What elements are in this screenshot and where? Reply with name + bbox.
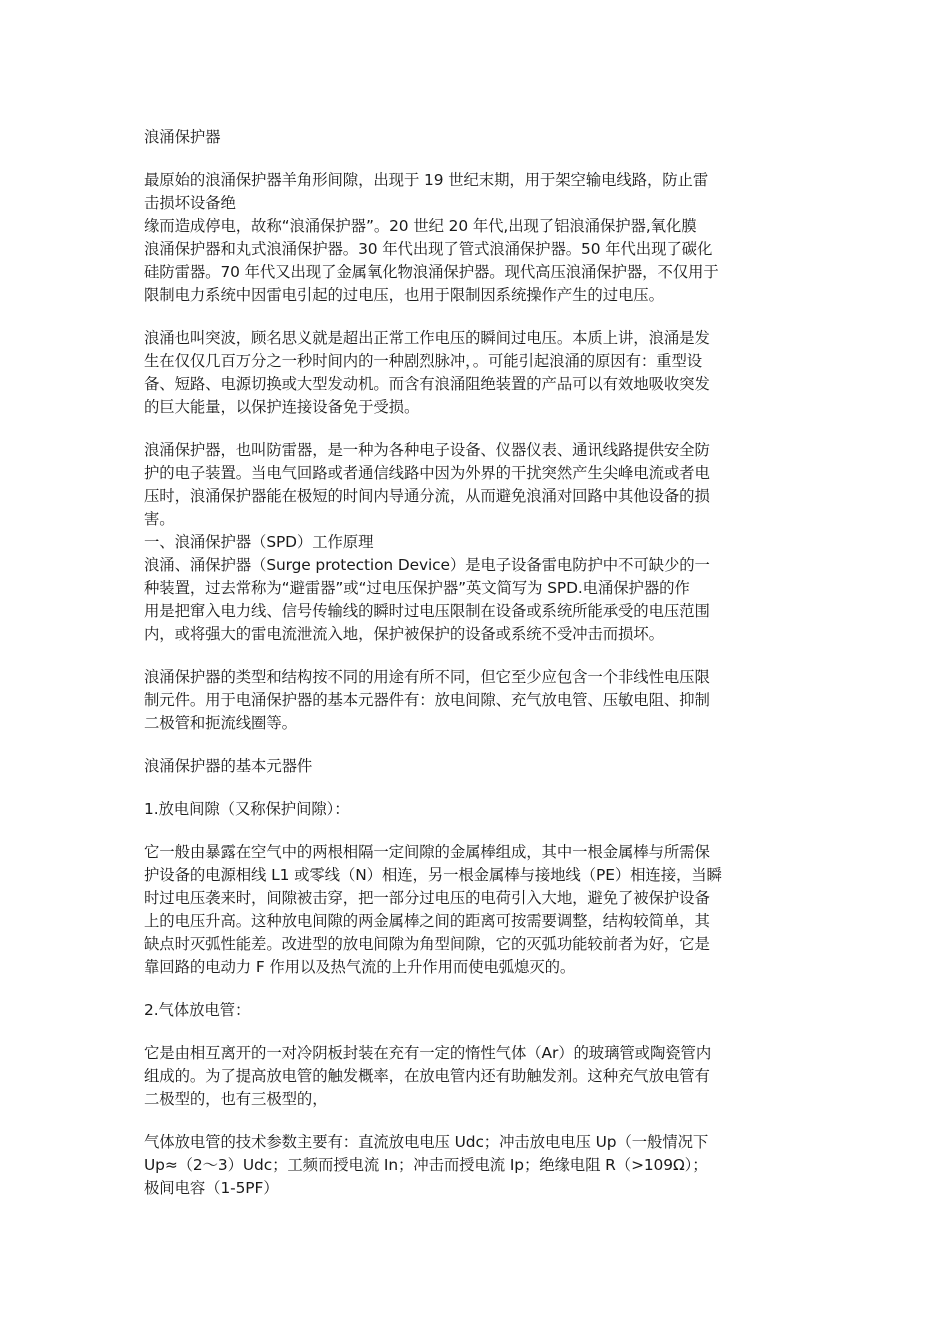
text-line: 气体放电管的技术参数主要有：直流放电电压 Udc；冲击放电电压 Up（一般情况下 bbox=[144, 1133, 709, 1151]
paragraph-types bbox=[144, 666, 808, 735]
spacer bbox=[144, 1111, 808, 1131]
text-line: 浪涌保护器的类型和结构按不同的用途有所不同，但它至少应包含一个非线性电压限 bbox=[144, 668, 710, 686]
text-line: 的巨大能量，以保护连接设备免于受损。 bbox=[144, 398, 420, 416]
text-line: 组成的。为了提高放电管的触发概率，在放电管内还有助触发剂。这种充气放电管有 bbox=[144, 1067, 710, 1085]
text-line: 最原始的浪涌保护器羊角形间隙，出现于 19 世纪末期，用于架空输电线路，防止雷 bbox=[144, 171, 709, 189]
spacer bbox=[144, 735, 808, 755]
text-line: 害。 bbox=[144, 510, 175, 528]
text-line: 内，或将强大的雷电流泄流入地，保护被保护的设备或系统不受冲击而损坏。 bbox=[144, 625, 664, 643]
text-line: 用是把窜入电力线、信号传输线的瞬时过电压限制在设备或系统所能承受的电压范围 bbox=[144, 602, 710, 620]
text-line: 生在仅仅几百万分之一秒时间内的一种剧烈脉冲，。可能引起浪涌的原因有：重型设 bbox=[144, 352, 703, 370]
paragraph-surge-definition bbox=[144, 327, 808, 419]
text-line: 种装置，过去常称为“避雷器”或“过电压保护器”英文简写为 SPD.电涌保护器的作 bbox=[144, 579, 690, 597]
text-line: 击损坏设备绝 bbox=[144, 194, 236, 212]
spacer bbox=[144, 149, 808, 169]
text-line: Up≈（2～3）Udc；工频而授电流 In；冲击而授电流 Ip；绝缘电阻 R（>109Ω）； bbox=[144, 1156, 708, 1174]
text-line: 硅防雷器。70 年代又出现了金属氧化物浪涌保护器。现代高压浪涌保护器，不仅用于 bbox=[144, 263, 719, 281]
spacer bbox=[144, 821, 808, 841]
paragraph-gap-heading bbox=[144, 798, 808, 821]
subheading: 1.放电间隙（又称保护间隙）： bbox=[144, 800, 350, 818]
text-line: 极间电容（1-5PF） bbox=[144, 1179, 279, 1197]
text-line: 靠回路的电动力 F 作用以及热气流的上升作用而使电弧熄灭的。 bbox=[144, 958, 576, 976]
text-line: 制元件。用于电涌保护器的基本元器件有：放电间隙、充气放电管、压敏电阻、抑制 bbox=[144, 691, 710, 709]
text-line: 二极管和扼流线圈等。 bbox=[144, 714, 297, 732]
subheading: 浪涌保护器的基本元器件 bbox=[144, 757, 313, 775]
text-line: 它是由相互离开的一对冷阴板封装在充有一定的惰性气体（Ar）的玻璃管或陶瓷管内 bbox=[144, 1044, 712, 1062]
text-line: 备、短路、电源切换或大型发动机。而含有浪涌阻绝装置的产品可以有效地吸收突发 bbox=[144, 375, 710, 393]
paragraph-spd-principle bbox=[144, 439, 808, 646]
spacer bbox=[144, 979, 808, 999]
document-title: 浪涌保护器 bbox=[144, 128, 221, 146]
text-line: 上的电压升高。这种放电间隙的两金属棒之间的距离可按需要调整，结构较简单，其 bbox=[144, 912, 710, 930]
text-line: 护的电子装置。当电气回路或者通信线路中因为外界的干扰突然产生尖峰电流或者电 bbox=[144, 464, 710, 482]
text-line: 它一般由暴露在空气中的两根相隔一定间隙的金属棒组成，其中一根金属棒与所需保 bbox=[144, 843, 710, 861]
spacer bbox=[144, 646, 808, 666]
text-line: 浪涌也叫突波，顾名思义就是超出正常工作电压的瞬间过电压。本质上讲，浪涌是发 bbox=[144, 329, 710, 347]
spacer bbox=[144, 307, 808, 327]
spacer bbox=[144, 419, 808, 439]
spacer bbox=[144, 778, 808, 798]
paragraph-gas-tube-parameters bbox=[144, 1131, 808, 1200]
text-line: 缘而造成停电，故称“浪涌保护器”。20 世纪 20 年代,出现了铝浪涌保护器,氧化膜 bbox=[144, 217, 697, 235]
text-line: 压时，浪涌保护器能在极短的时间内导通分流，从而避免浪涌对回路中其他设备的损 bbox=[144, 487, 710, 505]
text-line: 浪涌保护器，也叫防雷器，是一种为各种电子设备、仪器仪表、通讯线路提供安全防 bbox=[144, 441, 710, 459]
document-page bbox=[144, 126, 808, 1200]
paragraph-origin bbox=[144, 169, 808, 307]
text-line: 时过电压袭来时，间隙被击穿，把一部分过电压的电荷引入大地，避免了被保护设备 bbox=[144, 889, 710, 907]
paragraph-gap-description bbox=[144, 841, 808, 979]
text-line: 浪涌、涌保护器（Surge protection Device）是电子设备雷电防护中不可缺少的一 bbox=[144, 556, 710, 574]
text-line: 护设备的电源相线 L1 或零线（N）相连，另一根金属棒与接地线（PE）相连接，当瞬 bbox=[144, 866, 722, 884]
paragraph-gas-tube-heading bbox=[144, 999, 808, 1022]
paragraph-gas-tube-description bbox=[144, 1042, 808, 1111]
paragraph-components-heading bbox=[144, 755, 808, 778]
text-line: 缺点时灭弧性能差。改进型的放电间隙为角型间隙，它的灭弧功能较前者为好，它是 bbox=[144, 935, 710, 953]
spacer bbox=[144, 1022, 808, 1042]
text-line: 浪涌保护器和丸式浪涌保护器。30 年代出现了管式浪涌保护器。50 年代出现了碳化 bbox=[144, 240, 713, 258]
section-heading: 一、浪涌保护器（SPD）工作原理 bbox=[144, 533, 374, 551]
subheading: 2.气体放电管： bbox=[144, 1001, 251, 1019]
text-line: 限制电力系统中因雷电引起的过电压，也用于限制因系统操作产生的过电压。 bbox=[144, 286, 664, 304]
text-line: 二极型的，也有三极型的， bbox=[144, 1090, 328, 1108]
